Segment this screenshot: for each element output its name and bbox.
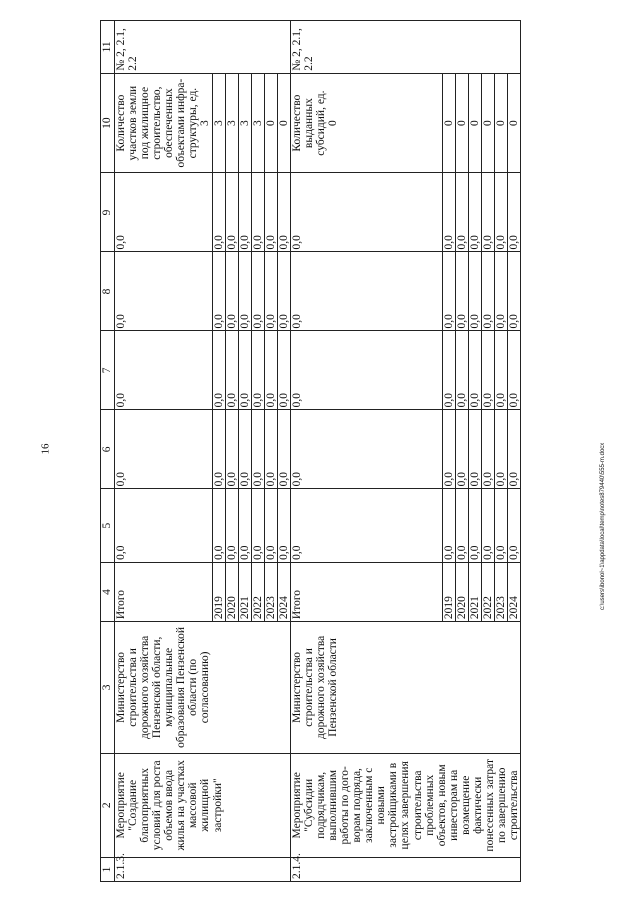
- year-value: 0,0: [238, 410, 251, 489]
- year-value: 0,0: [481, 410, 494, 489]
- year-value: 0,0: [264, 410, 277, 489]
- year-value: 0,0: [264, 173, 277, 252]
- total-value: 0,0: [115, 410, 213, 489]
- year-value: 0,0: [225, 410, 238, 489]
- year-value: 0,0: [238, 331, 251, 410]
- year-value: 0,0: [481, 331, 494, 410]
- column-number: 1: [101, 857, 115, 881]
- column-number: 11: [101, 21, 115, 74]
- table-body: [115, 21, 521, 882]
- year-value: 0,0: [225, 489, 238, 562]
- year-value: 0,0: [468, 489, 481, 562]
- year-value: 0,0: [468, 173, 481, 252]
- document-reference: № 2, 2.1, 2.2: [290, 21, 520, 74]
- year-value: 0,0: [481, 173, 494, 252]
- indicator-year-value: 3: [225, 73, 238, 173]
- total-value: 0,0: [290, 173, 442, 252]
- rotated-page-content: [100, 12, 630, 882]
- document-reference: № 2, 2.1, 2.2: [115, 21, 291, 74]
- total-value: 0,0: [115, 331, 213, 410]
- year-value: 0,0: [212, 252, 225, 331]
- indicator-year-value: 0: [277, 73, 290, 173]
- column-number: 5: [101, 489, 115, 562]
- activity-executor: Министерство строительства и дорожного хозяйства Пензенской области: [290, 622, 520, 754]
- year-value: 0,0: [251, 410, 264, 489]
- year-value: 0,0: [212, 410, 225, 489]
- year-value: 0,0: [455, 173, 468, 252]
- indicator-label: Количество участков земли под жилищное строительство, обеспеченных объектами инфра-структуры, ед.: [115, 78, 200, 168]
- year-value: 0,0: [508, 410, 521, 489]
- year-value: 0,0: [212, 489, 225, 562]
- indicator-year-value: 0: [455, 73, 468, 173]
- total-value: 0,0: [115, 489, 213, 562]
- year-value: 0,0: [442, 252, 455, 331]
- total-value: 0,0: [290, 489, 442, 562]
- year-value: 0,0: [212, 331, 225, 410]
- year: 2019: [212, 562, 225, 621]
- year-value: 0,0: [238, 489, 251, 562]
- activity-number: 2.1.4.: [290, 857, 520, 881]
- year: 2021: [238, 562, 251, 621]
- year-value: 0,0: [455, 410, 468, 489]
- year-value: 0,0: [468, 252, 481, 331]
- page-number: 16: [39, 443, 52, 455]
- year: 2020: [225, 562, 238, 621]
- total-value: 0,0: [290, 252, 442, 331]
- year-value: 0,0: [277, 489, 290, 562]
- indicator-year-value: 3: [251, 73, 264, 173]
- year-value: 0,0: [442, 173, 455, 252]
- total-value: 0,0: [290, 331, 442, 410]
- indicator-year-value: 3: [238, 73, 251, 173]
- year: 2021: [468, 562, 481, 621]
- year-value: 0,0: [455, 331, 468, 410]
- year: 2024: [277, 562, 290, 621]
- year-value: 0,0: [264, 489, 277, 562]
- year-value: 0,0: [238, 252, 251, 331]
- activity-name: Мероприятие "Субсидии подрядчикам, выполнившим работы по дого-ворам подряда, заключенным с новыми застройщиками в целях завершения строительства проблемных объектов, новым инвесторам на возмещение фактически понесенных затрат по завершению строительства: [290, 753, 520, 857]
- year-value: 0,0: [251, 252, 264, 331]
- indicator-year-value: 3: [212, 73, 225, 173]
- year-value: 0,0: [264, 331, 277, 410]
- total-value: 0,0: [290, 410, 442, 489]
- indicator-year-value: 0: [494, 73, 507, 173]
- year-value: 0,0: [468, 331, 481, 410]
- year-value: 0,0: [225, 173, 238, 252]
- year-value: 0,0: [494, 331, 507, 410]
- column-number: 8: [101, 252, 115, 331]
- year-value: 0,0: [508, 173, 521, 252]
- year-value: 0,0: [508, 252, 521, 331]
- year-value: 0,0: [468, 410, 481, 489]
- year-value: 0,0: [442, 489, 455, 562]
- year-value: 0,0: [455, 489, 468, 562]
- indicator-year-value: 0: [468, 73, 481, 173]
- column-number: 7: [101, 331, 115, 410]
- total-label: Итого: [115, 562, 213, 621]
- year-value: 0,0: [442, 331, 455, 410]
- year: 2023: [494, 562, 507, 621]
- indicator-name: [115, 73, 213, 173]
- year-value: 0,0: [494, 410, 507, 489]
- year: 2024: [508, 562, 521, 621]
- column-number: 2: [101, 753, 115, 857]
- year-value: 0,0: [508, 489, 521, 562]
- year-value: 0,0: [264, 252, 277, 331]
- column-number: 4: [101, 562, 115, 621]
- indicator-label: Количество выданных субсидий, ед.: [290, 90, 327, 156]
- year-value: 0,0: [442, 410, 455, 489]
- year-value: 0,0: [494, 489, 507, 562]
- indicator-name: [290, 73, 442, 173]
- indicator-total-value: 3: [199, 120, 212, 126]
- indicator-total-value: 0: [327, 120, 340, 126]
- year-value: 0,0: [251, 331, 264, 410]
- year-value: 0,0: [455, 252, 468, 331]
- year-value: 0,0: [212, 173, 225, 252]
- indicator-year-value: 0: [442, 73, 455, 173]
- activity-executor: Министерство строительства и дорожного хозяйства Пензенской области, муниципальные образования Пензенской области (по согласованию): [115, 622, 291, 754]
- year-value: 0,0: [225, 331, 238, 410]
- column-number: 10: [101, 73, 115, 173]
- year-value: 0,0: [251, 173, 264, 252]
- year-value: 0,0: [494, 252, 507, 331]
- year: 2020: [455, 562, 468, 621]
- activity-name: Мероприятие "Создание благоприятных условий для роста объемов ввода жилья на участках массовой жилищной застройки": [115, 753, 291, 857]
- indicator-year-value: 0: [264, 73, 277, 173]
- year-value: 0,0: [277, 331, 290, 410]
- table-header: [101, 21, 115, 882]
- indicator-year-value: 0: [508, 73, 521, 173]
- year-value: 0,0: [277, 173, 290, 252]
- footer-file-path: c:\users\ibonol~1\appdata\local\temp\notes879440\555-m.docx: [600, 442, 606, 610]
- column-number: 6: [101, 410, 115, 489]
- total-value: 0,0: [115, 252, 213, 331]
- year-value: 0,0: [481, 489, 494, 562]
- year: 2022: [251, 562, 264, 621]
- column-number: 9: [101, 173, 115, 252]
- column-number: 3: [101, 622, 115, 754]
- year: 2023: [264, 562, 277, 621]
- activity-number: 2.1.3.: [115, 857, 291, 881]
- year-value: 0,0: [251, 489, 264, 562]
- table-row: [290, 21, 442, 882]
- total-value: 0,0: [115, 173, 213, 252]
- year: 2022: [481, 562, 494, 621]
- year-value: 0,0: [494, 173, 507, 252]
- year-value: 0,0: [225, 252, 238, 331]
- program-activities-table: [100, 20, 521, 882]
- total-label: Итого: [290, 562, 442, 621]
- year-value: 0,0: [238, 173, 251, 252]
- year-value: 0,0: [508, 331, 521, 410]
- table-row: [115, 21, 213, 882]
- year-value: 0,0: [481, 252, 494, 331]
- year-value: 0,0: [277, 252, 290, 331]
- indicator-year-value: 0: [481, 73, 494, 173]
- year-value: 0,0: [277, 410, 290, 489]
- year: 2019: [442, 562, 455, 621]
